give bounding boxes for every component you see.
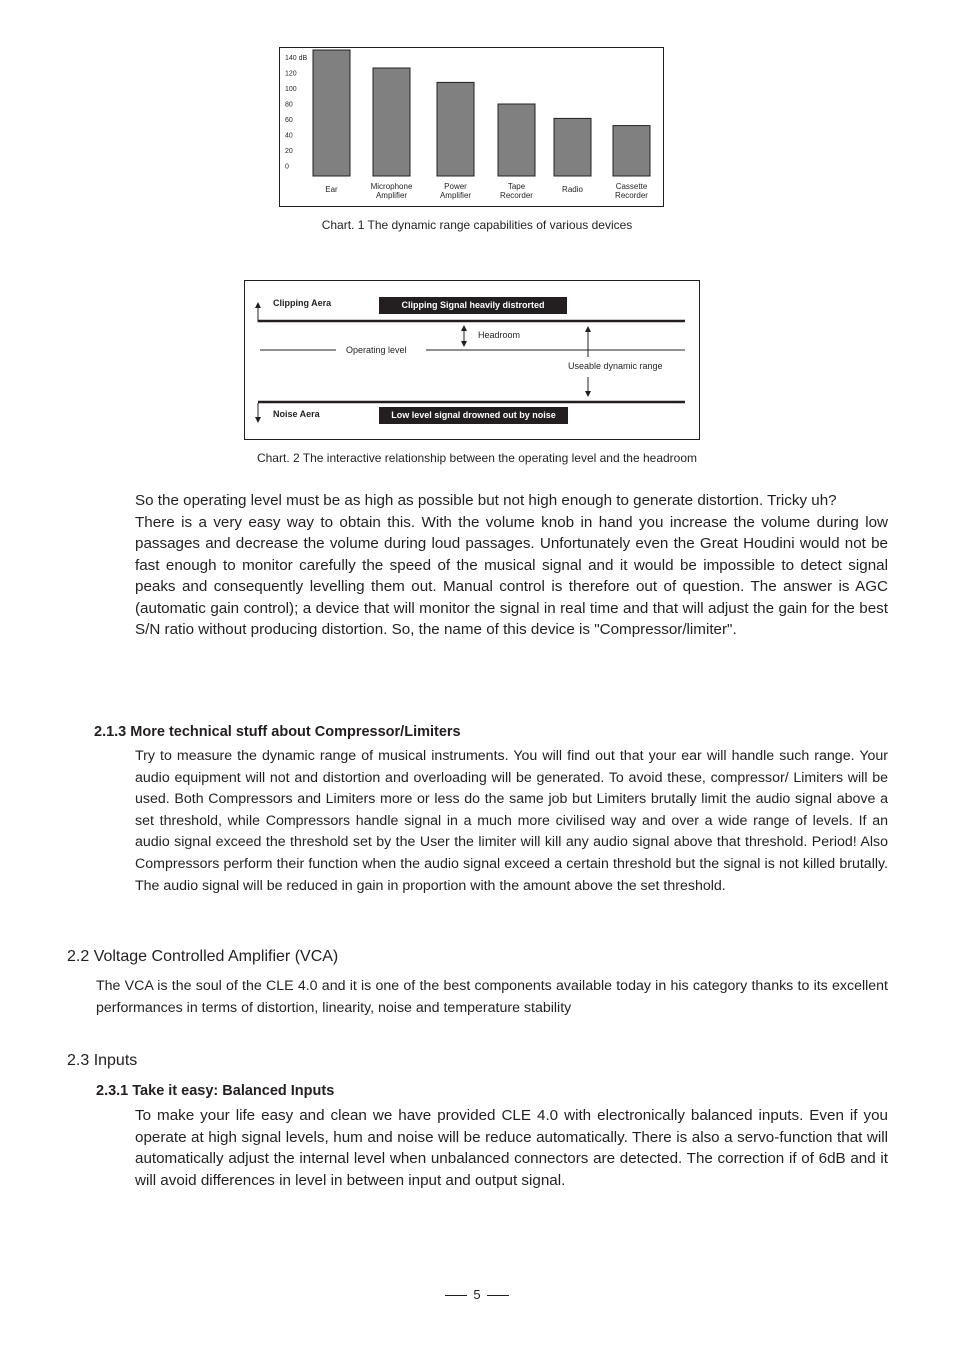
x-tick-label: Microphone Amplifier [370, 182, 413, 200]
x-tick-label: Power Amplifier [439, 182, 472, 200]
x-tick-label: Radio [562, 185, 583, 194]
bar [437, 82, 474, 176]
bar [313, 50, 350, 176]
bar [554, 118, 591, 176]
page-number: 5 [473, 1287, 481, 1302]
footer-dash-left [445, 1295, 467, 1296]
x-tick-label: Tape Recorder [500, 182, 533, 200]
y-tick-label: 140 dB [285, 55, 308, 62]
operating-level-diagram [244, 280, 700, 440]
y-tick-label: 20 [285, 148, 293, 155]
noise-area-label: Noise Aera [273, 409, 320, 419]
operating-level-label: Operating level [346, 345, 407, 355]
dynamic-range-chart [279, 47, 664, 207]
heading-2-3-1: 2.3.1 Take it easy: Balanced Inputs [96, 1083, 335, 1099]
bar [613, 126, 650, 176]
paragraph-agc: There is a very easy way to obtain this. With the volume knob in hand you increase the volume during low passages and decrease the volume during loud passages. Unfortunately even the Great Houdini would not be fast enough to monitor carefully the speed of the musical signal and it would be impossible to detect signal peaks and consequently levelling them out. Manual control is therefore out of question. The answer is AGC (automatic gain control); a device that will monitor the signal in real time and that will adjust the gain for the best S/N ratio without producing distortion. So, the name of this device is "Compressor/limiter". [135, 513, 888, 638]
page-footer [0, 1287, 954, 1302]
y-tick-label: 120 [285, 70, 297, 78]
clipping-signal-box: Clipping Signal heavily distrorted [379, 297, 567, 314]
y-tick-label: 60 [285, 117, 293, 124]
chart1-caption: Chart. 1 The dynamic range capabilities of various devices [321, 218, 633, 232]
section-2-3-1-text [135, 1105, 888, 1192]
x-tick-label: Ear [325, 185, 338, 194]
heading-2-3: 2.3 Inputs [67, 1052, 138, 1069]
useable-dynamic-range-label: Useable dynamic range [568, 361, 663, 371]
chart2-caption: Chart. 2 The interactive relationship between the operating level and the headroom [256, 451, 698, 465]
section-2-2-text [96, 975, 888, 1019]
heading-2-1-3: 2.1.3 More technical stuff about Compressor/Limiters [94, 724, 461, 740]
paragraph-balanced-inputs: To make your life easy and clean we have provided CLE 4.0 with electronically balanced inputs. Even if you operate at high signal levels, hum and noise will be reduce automatically. There is also a servo-function that will automatically adjust the internal level when unbalanced connectors are detected. The correction if of 6dB and it will avoid differences in level in between input and output signal. [135, 1107, 888, 1190]
paragraph-compressor-limiters: Try to measure the dynamic range of musical instruments. You will find out that your ear will handle such range. Your audio equipment will not and distortion and overloading will be generated. To avoid these, compressor/ Limiters will be used. Both Compressors and Limiters more or less do the same job but Limiters brutally limit the audio signal above a set threshold, while Compressors handle signal in a much more civilised way and over a wide range of levels. If an audio signal exceed the threshold set by the User the limiter will kill any audio signal above that threshold. Period! Also Compressors perform their function when the audio signal exceed a certain threshold but the signal is not killed brutally. The audio signal will be reduced in gain in proportion with the amount above the set threshold. [135, 748, 888, 894]
paragraph-vca: The VCA is the soul of the CLE 4.0 and it is one of the best components available today in his category thanks to its excellent performances in terms of distortion, linearity, noise and temperature stability [96, 978, 888, 1016]
paragraph-operating-level: So the operating level must be as high as possible but not high enough to generate distortion. Tricky uh? [135, 492, 837, 509]
y-tick-label: 80 [285, 101, 293, 109]
y-tick-label: 0 [285, 163, 289, 171]
bar [373, 68, 410, 176]
y-tick-label: 40 [285, 132, 293, 140]
intro-text [135, 490, 888, 641]
y-tick-label: 100 [285, 86, 297, 93]
noise-signal-box: Low level signal drowned out by noise [379, 407, 568, 424]
section-2-1-3-text [135, 746, 888, 897]
heading-2-2: 2.2 Voltage Controlled Amplifier (VCA) [67, 948, 339, 965]
bar [498, 104, 535, 176]
headroom-label: Headroom [478, 330, 521, 340]
footer-dash-right [487, 1295, 509, 1296]
clipping-area-label: Clipping Aera [273, 298, 332, 308]
x-tick-label: Cassette Recorder [615, 182, 648, 200]
